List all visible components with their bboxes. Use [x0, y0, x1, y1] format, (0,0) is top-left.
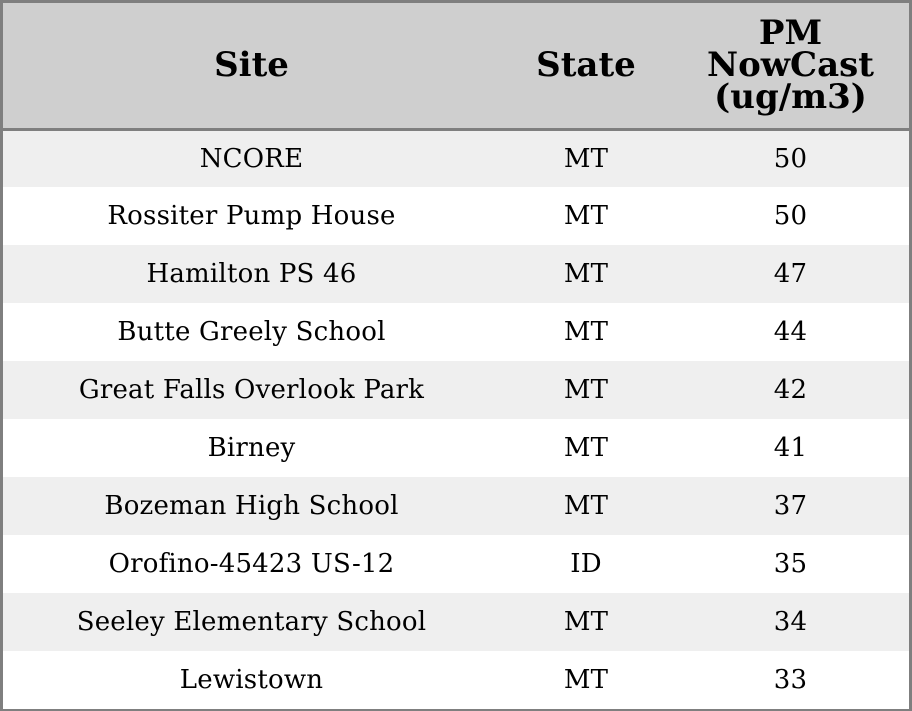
pm-value-cell: 35 — [773, 549, 808, 579]
pm-value-cell: 44 — [773, 317, 808, 347]
column-header-state: State — [500, 3, 672, 129]
table-row — [3, 651, 909, 709]
state-cell: MT — [563, 317, 609, 347]
column-header-pm-line-3: (ug/m3) — [714, 77, 867, 118]
table-row — [3, 477, 909, 535]
state-cell: MT — [563, 491, 609, 521]
site-cell: Birney — [207, 433, 296, 463]
pm-value-cell: 50 — [773, 143, 808, 174]
table-row — [3, 129, 909, 187]
state-cell: MT — [563, 259, 609, 289]
state-cell: MT — [563, 143, 609, 174]
site-cell: Rossiter Pump House — [107, 201, 396, 231]
table-row — [3, 361, 909, 419]
pm-value-cell: 50 — [773, 201, 808, 231]
site-cell: Lewistown — [179, 665, 324, 695]
state-cell: ID — [570, 549, 602, 579]
table-row — [3, 303, 909, 361]
table-row — [3, 245, 909, 303]
column-header-pm-line-2: NowCast — [707, 45, 874, 86]
pm-value-cell: 47 — [773, 259, 808, 289]
state-cell: MT — [563, 433, 609, 463]
pm-value-cell: 37 — [773, 491, 808, 521]
table-row — [3, 419, 909, 477]
pm-value-cell: 41 — [773, 433, 808, 463]
site-cell: Seeley Elementary School — [76, 607, 427, 637]
pm-value-cell: 34 — [773, 607, 808, 637]
site-cell: Bozeman High School — [104, 491, 399, 521]
site-cell: Butte Greely School — [117, 317, 386, 347]
state-cell: MT — [563, 607, 609, 637]
table-row — [3, 535, 909, 593]
pm-value-cell: 33 — [773, 665, 808, 695]
pm-value-cell: 42 — [773, 375, 808, 405]
state-cell: MT — [563, 665, 609, 695]
site-cell: Orofino-45423 US-12 — [108, 549, 395, 579]
data-table — [3, 3, 909, 709]
table-row — [3, 593, 909, 651]
site-cell: Great Falls Overlook Park — [78, 375, 425, 405]
column-header-pm-line-1: PM — [758, 13, 823, 54]
column-header-pm-nowcast — [672, 3, 909, 129]
site-cell: NCORE — [199, 143, 304, 174]
header-row — [3, 3, 909, 129]
column-header-site: Site — [3, 3, 500, 129]
table-row — [3, 187, 909, 245]
state-cell: MT — [563, 201, 609, 231]
state-cell: MT — [563, 375, 609, 405]
site-cell: Hamilton PS 46 — [146, 259, 357, 289]
